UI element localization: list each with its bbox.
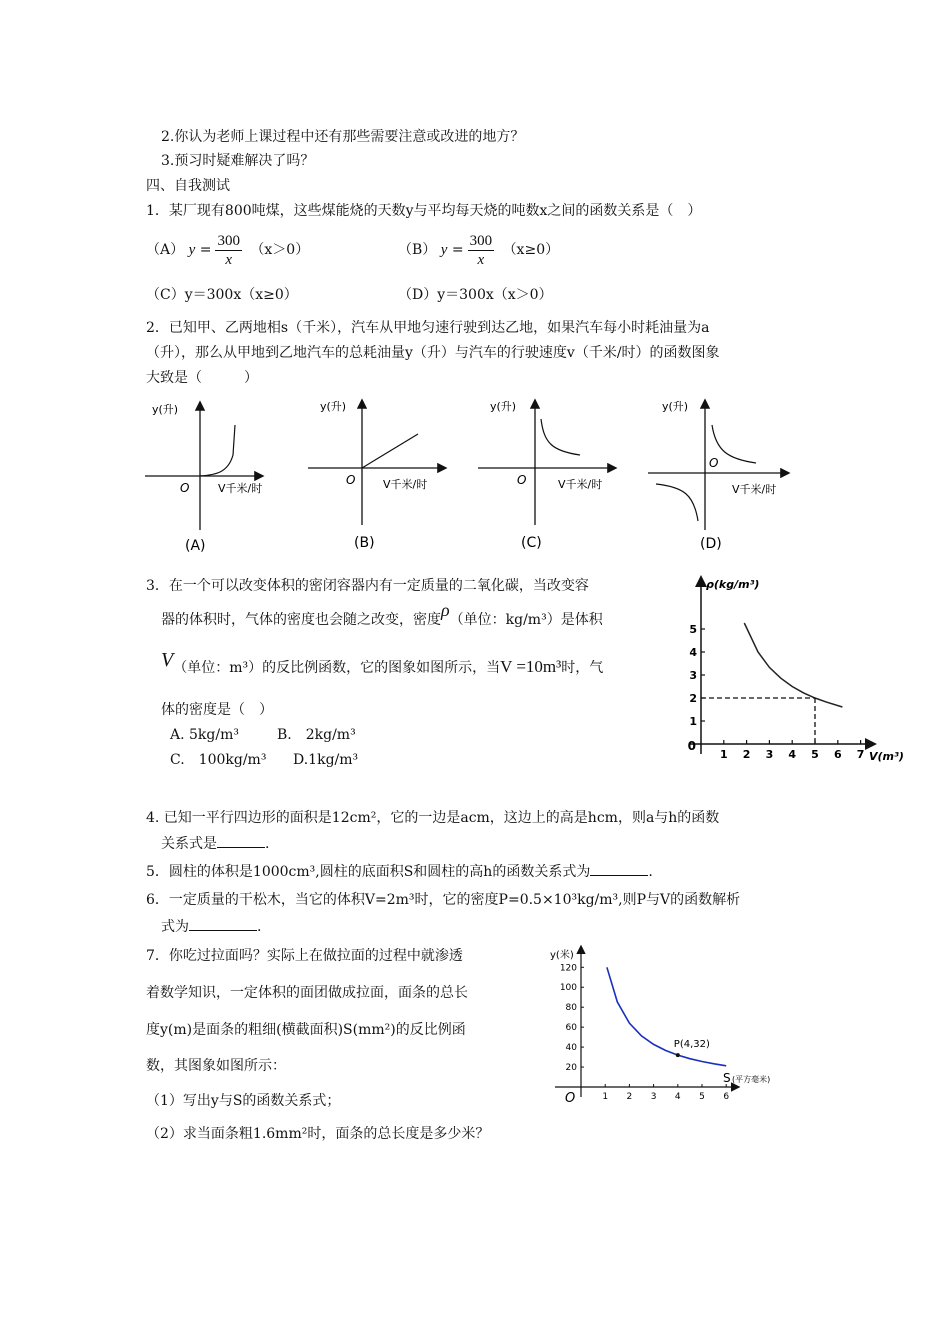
graph-c-curve xyxy=(541,419,580,455)
graph-b-x-label: V千米/时 xyxy=(383,478,428,491)
p7-x-tick-label: 5 xyxy=(699,1092,705,1102)
graph-d xyxy=(648,399,788,552)
p1-b-num: 300 xyxy=(469,232,493,249)
p7-y-tick-label: 60 xyxy=(565,1023,577,1034)
graph-b-caption: (B) xyxy=(354,535,375,551)
p3-v-sym: V xyxy=(161,649,174,671)
p7-curve xyxy=(607,967,726,1066)
p1-stem: 1．某厂现有800吨煤，这些煤能烧的天数y与平均每天烧的吨数x之间的函数关系是（ ） xyxy=(146,203,702,219)
p7-q1: （1）写出y与S的函数关系式； xyxy=(146,1093,341,1109)
p1-a-label: （A） xyxy=(146,242,185,258)
p3-x-tick-label: 2 xyxy=(742,748,751,761)
graph-a xyxy=(145,402,262,554)
p6-line2: 式为 . xyxy=(161,916,261,937)
p3-x-tick-label: 1 xyxy=(719,748,728,761)
p2-graphs xyxy=(140,395,810,560)
p6-line2-text: 式为 xyxy=(161,919,189,935)
graph-c-caption: (C) xyxy=(521,535,542,551)
graph-b-line xyxy=(362,434,418,468)
p1-b-cond: （x≥0） xyxy=(502,242,560,258)
p3-y-tick-label: 1 xyxy=(689,715,697,728)
graph-a-y-label: y(升) xyxy=(152,403,179,416)
p7-line1: 7．你吃过拉面吗？实际上在做拉面的过程中就渗透 xyxy=(146,948,463,964)
p7-y-label: y(米) xyxy=(550,950,574,961)
p4-answer-blank[interactable] xyxy=(217,833,265,848)
graph-b xyxy=(308,399,445,551)
p3-opt-d: D.1kg/m³ xyxy=(293,752,359,768)
p4-line2: 关系式是 . xyxy=(161,833,269,854)
p3-x-tick-label: 7 xyxy=(856,748,865,761)
p1-option-c: （C）y＝300x（x≥0） xyxy=(146,287,298,303)
p3-opt-c: C. 100kg/m³ xyxy=(170,752,267,768)
graph-a-origin: O xyxy=(180,481,190,495)
p3-y-tick-label: 4 xyxy=(689,646,697,659)
p3-x-tick-label: 6 xyxy=(833,748,842,761)
p5-answer-blank[interactable] xyxy=(590,861,648,876)
p3-y-tick-label: 3 xyxy=(689,669,697,682)
p5-line: 5．圆柱的体积是1000cm³,圆柱的底面积S和圆柱的高h的函数关系式为 . xyxy=(146,861,653,882)
graph-a-curve xyxy=(200,425,235,476)
graph-b-origin: O xyxy=(346,473,356,487)
section-title: 四、自我测试 xyxy=(146,178,230,194)
p1-b-var: y xyxy=(440,242,448,258)
graph-d-y-label: y(升) xyxy=(662,400,689,413)
graph-d-x-label: V千米/时 xyxy=(732,483,777,496)
p1-b-den: x xyxy=(477,251,485,268)
p1-a-fraction xyxy=(215,232,242,269)
p7-y-tick-label: 40 xyxy=(565,1043,577,1054)
reflection-q3: 3.预习时疑难解决了吗？ xyxy=(161,153,315,169)
p3-origin: 0 xyxy=(687,739,696,753)
graph-d-origin: O xyxy=(709,456,719,470)
graph-c-x-label: V千米/时 xyxy=(558,478,603,491)
reflection-q2: 2.你认为老师上课过程中还有那些需要注意或改进的地方？ xyxy=(161,129,525,145)
p3-y-tick-label: 5 xyxy=(689,623,697,636)
p1-option-d: （D）y＝300x（x＞0） xyxy=(398,287,553,303)
p7-line2: 着数学知识，一定体积的面团做成拉面，面条的总长 xyxy=(146,985,468,1001)
p4-line1: 4. 已知一平行四边形的面积是12cm²，它的一边是acm，这边上的高是hcm，则a与h的函数 xyxy=(146,810,720,826)
p7-point-label: P(4,32) xyxy=(673,1039,710,1051)
p7-x-tick-label: 2 xyxy=(626,1092,633,1102)
p7-x-label: S xyxy=(723,1071,731,1085)
p3-line4: 体的密度是（ ） xyxy=(161,702,273,718)
p7-x-tick-label: 4 xyxy=(674,1092,681,1102)
p3-x-tick-label: 5 xyxy=(811,748,819,761)
p1-a-var: y xyxy=(188,242,196,258)
p1-option-b xyxy=(398,228,559,272)
p6-answer-blank[interactable] xyxy=(189,916,257,931)
p7-noodle-chart xyxy=(545,942,795,1114)
p1-a-num: 300 xyxy=(217,232,240,249)
graph-c xyxy=(478,399,615,551)
p7-x-unit: (平方毫米) xyxy=(732,1075,771,1084)
p7-y-tick-label: 120 xyxy=(559,963,577,974)
p1-b-eq: = xyxy=(451,242,464,258)
p7-x-tick-label: 3 xyxy=(650,1092,657,1102)
p7-x-tick-label: 1 xyxy=(602,1092,609,1102)
p3-line3 xyxy=(161,649,604,680)
p7-y-tick-label: 80 xyxy=(565,1003,577,1014)
p1-b-fraction xyxy=(468,232,495,269)
p3-curve xyxy=(744,623,842,707)
p1-a-den: x xyxy=(225,251,233,268)
p5-text: 5．圆柱的体积是1000cm³,圆柱的底面积S和圆柱的高h的函数关系式为 xyxy=(146,864,591,880)
p7-line3: 度y(m)是面条的粗细(横截面积)S(mm²)的反比例函 xyxy=(146,1022,466,1038)
p7-x-tick-label: 6 xyxy=(723,1092,730,1102)
p1-b-label: （B） xyxy=(398,242,437,258)
p3-density-chart xyxy=(682,572,932,772)
graph-d-curve-right xyxy=(712,425,756,463)
p1-a-eq: = xyxy=(199,242,212,258)
p3-line3a: （单位：m³）的反比例函数，它的图象如图所示，当 xyxy=(173,660,501,676)
p2-line2: （升），那么从甲地到乙地汽车的总耗油量y（升）与汽车的行驶速度v（千米/时）的函数图象 xyxy=(146,345,720,361)
p1-a-cond: （x＞0） xyxy=(250,242,310,258)
graph-a-x-label: V千米/时 xyxy=(218,482,263,495)
p3-x-tick-label: 3 xyxy=(765,748,774,761)
p7-q2: （2）求当面条粗1.6mm²时，面条的总长度是多少米？ xyxy=(146,1126,490,1142)
p4-line2-text: 关系式是 xyxy=(161,836,217,852)
p3-line3-eq: V =10m³ xyxy=(500,657,562,676)
p3-line2 xyxy=(161,600,603,630)
p1-option-a xyxy=(146,228,309,272)
graph-c-origin: O xyxy=(517,473,527,487)
p3-line3b: 时，气 xyxy=(561,660,604,676)
p7-point-p xyxy=(676,1053,680,1057)
graph-d-curve-left xyxy=(656,484,698,521)
p3-line1: 3．在一个可以改变体积的密闭容器内有一定质量的二氧化碳，当改变容 xyxy=(146,578,589,594)
p7-origin: O xyxy=(565,1091,576,1106)
graph-d-caption: (D) xyxy=(700,536,722,552)
p3-line2a: 器的体积时，气体的密度也会随之改变，密度 xyxy=(161,612,441,628)
graph-b-y-label: y(升) xyxy=(320,400,347,413)
p7-line4: 数，其图象如图所示： xyxy=(146,1058,286,1074)
p3-x-tick-label: 4 xyxy=(788,748,797,761)
p6-line1: 6．一定质量的干松木，当它的体积V=2m³时，它的密度P=0.5×10³kg/m³,则P与V的函数解析 xyxy=(146,892,741,908)
p3-y-label: ρ(kg/m³) xyxy=(706,578,760,591)
p7-y-tick-label: 100 xyxy=(559,983,577,994)
p3-y-tick-label: 2 xyxy=(689,692,697,705)
p3-opt-b: B. 2kg/m³ xyxy=(277,727,356,743)
p3-x-label: V(m³) xyxy=(869,750,904,763)
p3-rho: ρ xyxy=(441,600,450,620)
p3-line2b: （单位：kg/m³）是体积 xyxy=(449,612,603,628)
p7-y-tick-label: 20 xyxy=(565,1063,577,1074)
graph-c-y-label: y(升) xyxy=(490,400,517,413)
p3-opt-a: A. 5kg/m³ xyxy=(170,727,239,743)
p2-line1: 2．已知甲、乙两地相s（千米），汽车从甲地匀速行驶到达乙地，如果汽车每小时耗油量为a xyxy=(146,320,710,336)
p2-line3: 大致是（ ） xyxy=(146,370,258,386)
graph-a-caption: (A) xyxy=(185,538,206,554)
